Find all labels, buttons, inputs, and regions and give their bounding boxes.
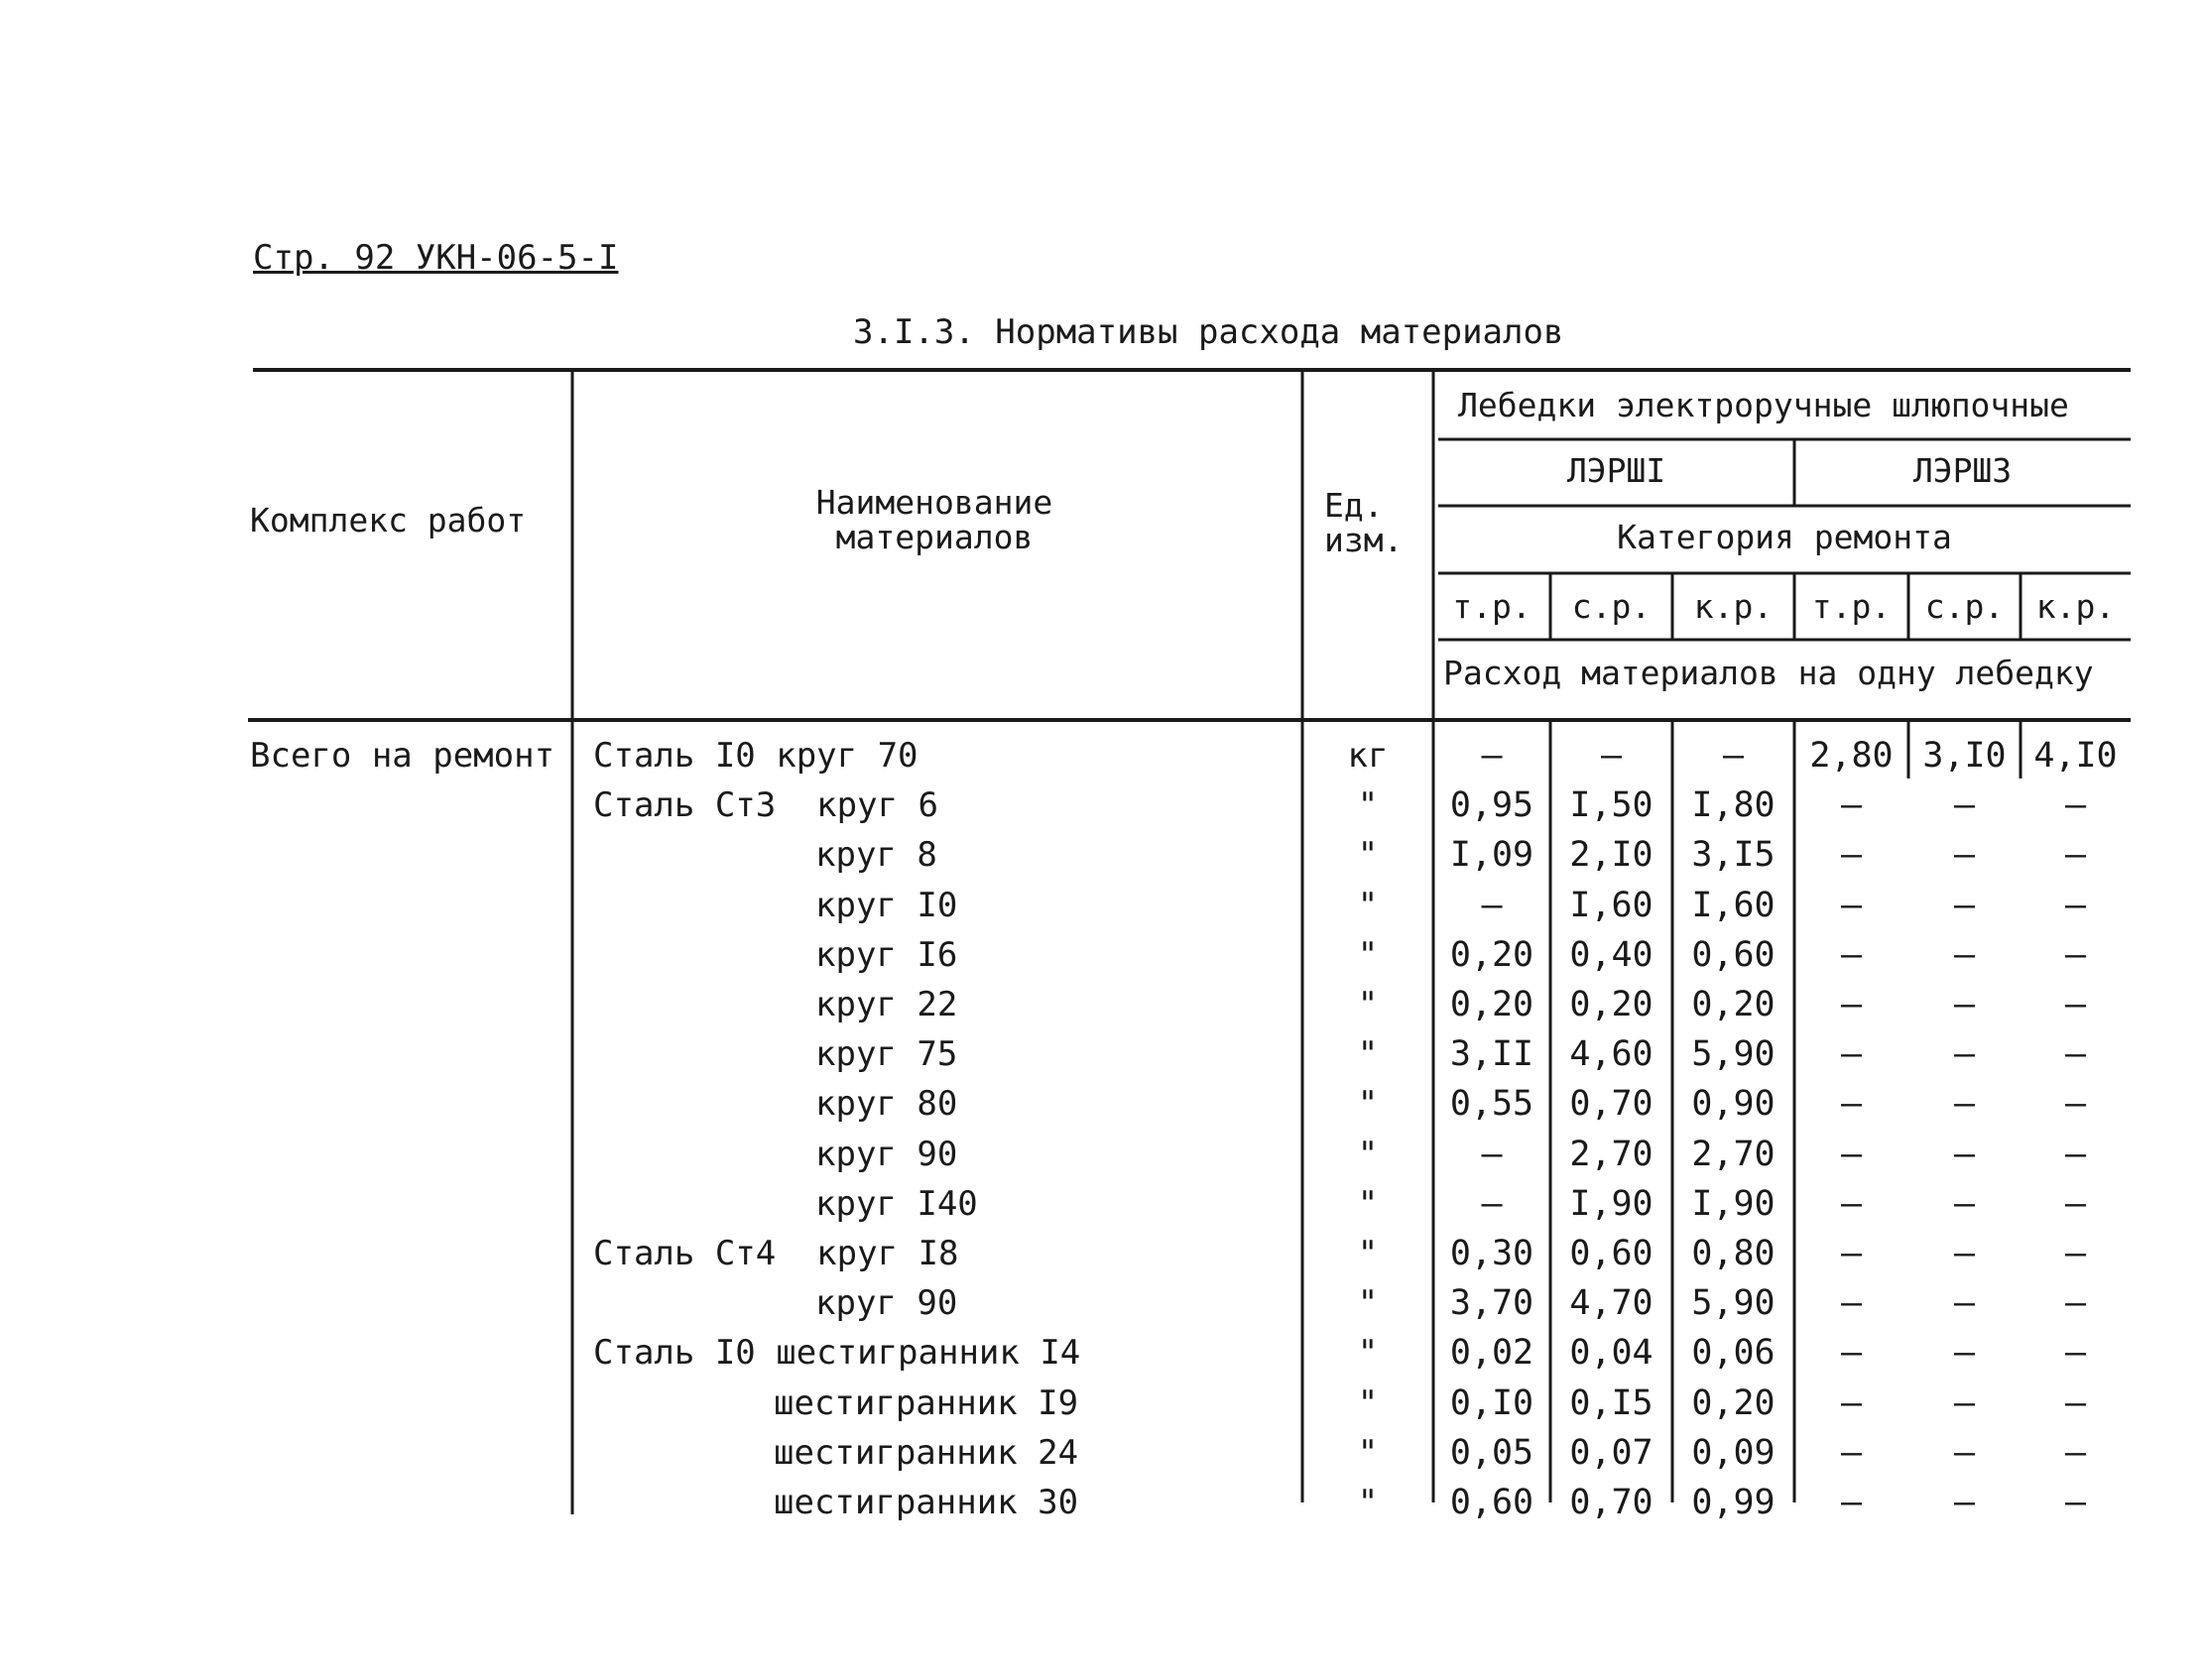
row-value: I,09: [1449, 835, 1534, 875]
row-value: –: [1840, 1034, 1863, 1074]
row-value: –: [1481, 1184, 1503, 1224]
row-unit: ": [1357, 935, 1379, 975]
row-value: –: [1953, 985, 1976, 1024]
row-value: –: [2064, 1383, 2087, 1423]
row-value: –: [1840, 785, 1863, 825]
header-cat-3: к.р.: [1693, 587, 1774, 626]
row-value: –: [1953, 1383, 1976, 1423]
row-value: 4,70: [1569, 1283, 1654, 1323]
row-value: –: [1953, 1034, 1976, 1074]
header-complex: Комплекс работ: [250, 501, 527, 540]
row-unit: ": [1357, 1433, 1379, 1473]
row-unit: ": [1357, 985, 1379, 1024]
header-name-line1: Наименование: [815, 483, 1053, 522]
row-unit: ": [1357, 1135, 1379, 1174]
header-unit-line1: Ед.: [1324, 486, 1384, 525]
row-unit: ": [1357, 886, 1379, 925]
header-cat-2: с.р.: [1571, 587, 1652, 626]
header-cat-5: с.р.: [1924, 587, 2005, 626]
row-value: –: [1953, 935, 1976, 975]
row-value: 4,60: [1569, 1034, 1654, 1074]
row-material: круг 90: [815, 1135, 958, 1174]
row-value: 0,20: [1691, 1383, 1776, 1423]
header-category: Категория ремонта: [1617, 518, 1952, 556]
row-unit: ": [1357, 1333, 1379, 1373]
row-material: шестигранник I9: [774, 1383, 1079, 1423]
row-value: –: [2064, 1135, 2087, 1174]
row-value: –: [1481, 886, 1503, 925]
row-unit: ": [1357, 1234, 1379, 1273]
row-value: 0,20: [1691, 985, 1776, 1024]
row-value: 2,70: [1569, 1135, 1654, 1174]
row-material: круг 90: [815, 1283, 958, 1323]
row-value: –: [2064, 985, 2087, 1024]
row-value: –: [2064, 785, 2087, 825]
row-material: Сталь Ст4 круг I8: [593, 1234, 959, 1273]
row-value: I,60: [1569, 886, 1654, 925]
header-unit-line2: изм.: [1324, 521, 1404, 559]
row-value: –: [2064, 935, 2087, 975]
row-value: –: [1953, 835, 1976, 875]
row-value: –: [1840, 1483, 1863, 1522]
header-sub-b: ЛЭРШ3: [1912, 451, 2013, 490]
row-value: I,50: [1569, 785, 1654, 825]
row-value: 0,02: [1449, 1333, 1534, 1373]
row-value: 0,20: [1449, 985, 1534, 1024]
header-consumption: Расход материалов на одну лебедку: [1443, 654, 2094, 692]
row-value: –: [2064, 835, 2087, 875]
row-value: –: [1840, 985, 1863, 1024]
header-sub-a: ЛЭРШI: [1566, 451, 1666, 490]
header-group-title: Лебедки электроручные шлюпочные: [1458, 386, 2069, 424]
row-value: 0,95: [1449, 785, 1534, 825]
header-cat-4: т.р.: [1811, 587, 1892, 626]
row-value: –: [1840, 1234, 1863, 1273]
row-value: –: [1953, 886, 1976, 925]
row-value: 5,90: [1691, 1283, 1776, 1323]
row-value: –: [1840, 1184, 1863, 1224]
row-value: –: [2064, 1184, 2087, 1224]
row-value: –: [1953, 1433, 1976, 1473]
row-value: 0,70: [1569, 1483, 1654, 1522]
row-value: –: [2064, 886, 2087, 925]
header-name-line2: материалов: [835, 518, 1034, 556]
page-reference: Стр. 92 УКН-06-5-I: [253, 238, 619, 278]
row-value: 0,05: [1449, 1433, 1534, 1473]
row-material: круг I40: [815, 1184, 978, 1224]
row-value: –: [1481, 736, 1503, 776]
row-value: 3,II: [1449, 1034, 1534, 1074]
row-value: –: [1600, 736, 1623, 776]
header-cat-1: т.р.: [1452, 587, 1531, 626]
row-value: 4,I0: [2033, 736, 2118, 776]
row-value: 5,90: [1691, 1034, 1776, 1074]
row-value: 0,60: [1569, 1234, 1654, 1273]
row-value: 3,I5: [1691, 835, 1776, 875]
row-value: –: [1840, 1433, 1863, 1473]
row-value: 0,60: [1691, 935, 1776, 975]
row-complex: Всего на ремонт: [250, 736, 555, 776]
row-value: –: [1953, 1135, 1976, 1174]
row-value: 0,06: [1691, 1333, 1776, 1373]
row-value: 0,I5: [1569, 1383, 1654, 1423]
row-value: 2,70: [1691, 1135, 1776, 1174]
row-value: –: [1840, 835, 1863, 875]
row-value: –: [1953, 1483, 1976, 1522]
row-value: –: [1840, 1283, 1863, 1323]
row-value: –: [1953, 1333, 1976, 1373]
row-value: I,90: [1569, 1184, 1654, 1224]
row-value: 0,20: [1569, 985, 1654, 1024]
row-value: –: [1953, 785, 1976, 825]
row-value: 0,04: [1569, 1333, 1654, 1373]
row-material: шестигранник 24: [774, 1433, 1079, 1473]
row-unit: ": [1357, 835, 1379, 875]
row-value: –: [1481, 1135, 1503, 1174]
row-value: 2,I0: [1569, 835, 1654, 875]
table-title: 3.I.3. Нормативы расхода материалов: [853, 312, 1564, 352]
row-value: –: [1840, 886, 1863, 925]
row-material: Сталь Ст3 круг 6: [593, 785, 938, 825]
row-value: 0,55: [1449, 1084, 1534, 1124]
row-value: –: [1840, 1135, 1863, 1174]
row-material: круг I6: [815, 935, 958, 975]
row-value: 0,99: [1691, 1483, 1776, 1522]
row-material: круг I0: [815, 886, 958, 925]
row-value: 0,09: [1691, 1433, 1776, 1473]
row-value: –: [1953, 1234, 1976, 1273]
row-value: 2,80: [1809, 736, 1894, 776]
row-value: 0,07: [1569, 1433, 1654, 1473]
row-value: I,90: [1691, 1184, 1776, 1224]
row-material: круг 80: [815, 1084, 958, 1124]
row-value: –: [2064, 1433, 2087, 1473]
row-value: –: [1953, 1184, 1976, 1224]
row-value: 0,20: [1449, 935, 1534, 975]
row-value: –: [2064, 1034, 2087, 1074]
row-unit: ": [1357, 1483, 1379, 1522]
row-material: круг 75: [815, 1034, 958, 1074]
row-unit: кг: [1347, 736, 1389, 776]
row-value: 0,60: [1449, 1483, 1534, 1522]
row-value: 3,I0: [1922, 736, 2007, 776]
row-material: круг 22: [815, 985, 958, 1024]
row-value: –: [1953, 1283, 1976, 1323]
row-value: –: [1840, 1084, 1863, 1124]
row-value: –: [1840, 935, 1863, 975]
row-unit: ": [1357, 1184, 1379, 1224]
row-value: –: [2064, 1234, 2087, 1273]
row-value: 3,70: [1449, 1283, 1534, 1323]
row-unit: ": [1357, 1283, 1379, 1323]
row-value: 0,30: [1449, 1234, 1534, 1273]
row-value: 0,90: [1691, 1084, 1776, 1124]
row-value: –: [1840, 1383, 1863, 1423]
row-value: –: [2064, 1283, 2087, 1323]
header-cat-6: к.р.: [2035, 587, 2116, 626]
row-value: 0,70: [1569, 1084, 1654, 1124]
row-material: шестигранник 30: [774, 1483, 1079, 1522]
row-unit: ": [1357, 1084, 1379, 1124]
row-material: круг 8: [815, 835, 937, 875]
row-value: 0,40: [1569, 935, 1654, 975]
row-unit: ": [1357, 1034, 1379, 1074]
row-value: –: [2064, 1333, 2087, 1373]
row-value: 0,80: [1691, 1234, 1776, 1273]
row-value: 0,I0: [1449, 1383, 1534, 1423]
row-value: –: [1722, 736, 1745, 776]
row-unit: ": [1357, 1383, 1379, 1423]
row-material: Сталь I0 круг 70: [593, 736, 919, 776]
row-material: Сталь I0 шестигранник I4: [593, 1333, 1081, 1373]
row-value: I,60: [1691, 886, 1776, 925]
row-value: –: [2064, 1483, 2087, 1522]
row-value: –: [1953, 1084, 1976, 1124]
row-unit: ": [1357, 785, 1379, 825]
row-value: –: [1840, 1333, 1863, 1373]
row-value: I,80: [1691, 785, 1776, 825]
row-value: –: [2064, 1084, 2087, 1124]
